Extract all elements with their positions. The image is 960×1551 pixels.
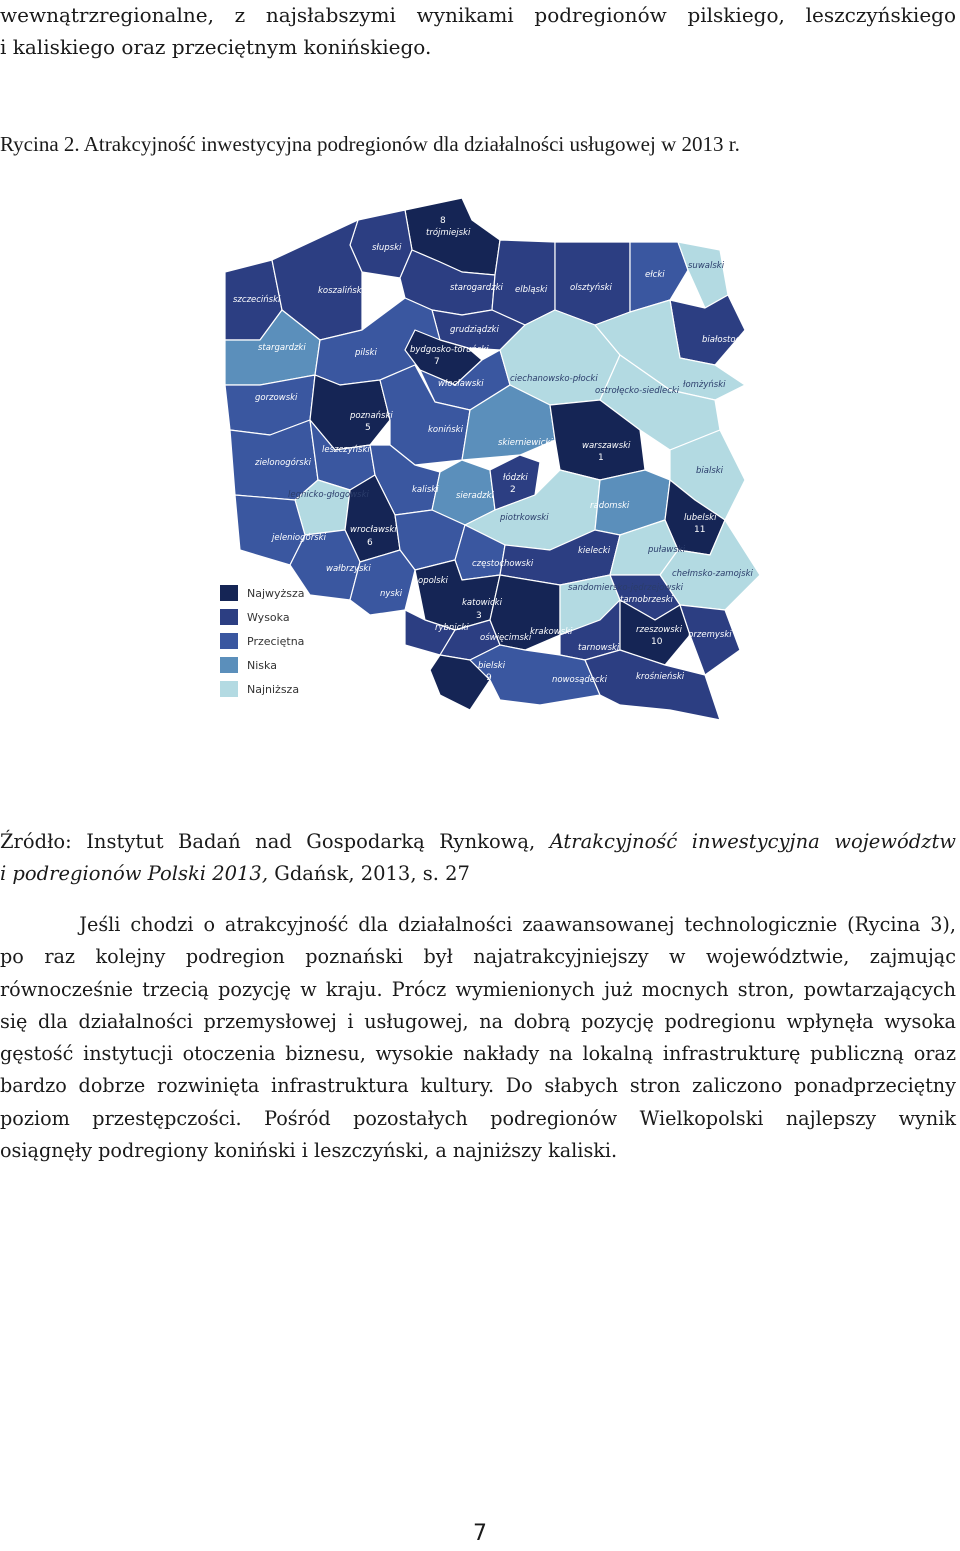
number-lubelski: 11 (694, 525, 706, 535)
number-bydgosko-torunski: 7 (434, 357, 440, 367)
label-ciechanowsko-plocki: ciechanowsko-płocki (510, 374, 598, 384)
label-starogardzki: starogardzki (450, 283, 503, 293)
number-lodzki: 2 (510, 485, 516, 495)
source-prefix: Źródło: Instytut Badań nad Gospodarką Rynkową, (0, 830, 550, 853)
label-legnicko-glogowski: legnicko-głogowski (288, 490, 369, 500)
number-bielski: 9 (486, 673, 492, 683)
label-bielski: bielski (478, 661, 506, 671)
body-line-6: bardzo dobrze rozwinięta infrastruktura kultury. Do słabych stron zaliczono ponadprzeciętny (0, 1074, 956, 1098)
label-oswiecimski: oświęcimski (480, 633, 532, 643)
label-olsztynski: olsztyński (570, 283, 612, 293)
intro-paragraph (0, 0, 956, 63)
number-poznanski: 5 (365, 423, 371, 433)
label-piotrkowski: piotrkowski (500, 513, 549, 523)
label-sandomiersko-jedrzejowski: sandomiersko-jędrzejowski (568, 583, 684, 593)
label-slupski: słupski (372, 243, 402, 253)
label-lomzynski: łomżyński (683, 380, 726, 390)
label-rzeszowski: rzeszowski (636, 625, 682, 635)
label-pulawski: puławski (648, 545, 686, 555)
label-elblaski: elbląski (515, 285, 548, 295)
legend-swatch-najnizsza (220, 681, 238, 697)
label-radomski: radomski (590, 501, 630, 511)
label-wloclawski: włocławski (438, 379, 484, 389)
label-gorzowski: gorzowski (255, 393, 298, 403)
figure-source (0, 826, 956, 889)
label-rybnicki: rybnicki (435, 623, 469, 633)
label-koszalinski: koszaliński (318, 286, 365, 296)
label-kielecki: kielecki (578, 546, 611, 556)
label-lubelski: lubelski (684, 513, 717, 523)
label-sieradzki: sieradzki (456, 491, 494, 501)
label-szczecinski: szczeciński (233, 295, 281, 305)
body-line-7: poziom przestępczości. Pośród pozostałych podregionów Wielkopolski najlepszy wynik (0, 1106, 956, 1130)
label-ostrolecko-siedlecki: ostrołęcko-siedlecki (595, 386, 680, 396)
label-kaliski: kaliski (412, 485, 439, 495)
label-trojmiejski: trójmiejski (426, 228, 471, 238)
label-poznanski: poznański (350, 411, 393, 421)
region-przemyski (680, 605, 740, 675)
intro-line-2: i kaliskiego oraz przeciętnym konińskiego. (0, 34, 432, 59)
label-pilski: pilski (355, 348, 377, 358)
source-line-2 (0, 858, 956, 890)
body-line-1: Jeśli chodzi o atrakcyjność dla działalności zaawansowanej technologicznie (Rycina 3), (0, 913, 956, 936)
label-krosnienski: krośnieński (636, 672, 685, 682)
label-nyski: nyski (380, 589, 403, 599)
legend-swatch-najwyzsza (220, 585, 238, 601)
body-line-5: gęstość instytucji otoczenia biznesu, wysokie nakłady na lokalną infrastrukturę publiczną oraz (0, 1042, 956, 1066)
map-svg (200, 190, 780, 730)
label-nowosadecki: nowosądecki (552, 675, 607, 685)
number-rzeszowski: 10 (651, 637, 663, 647)
label-bialostocki: białostocki (702, 335, 748, 345)
legend-swatch-niska (220, 657, 238, 673)
page-number: 7 (473, 1521, 487, 1546)
map-legend (220, 585, 305, 697)
label-tarnowski: tarnowski (578, 643, 620, 653)
body-line-2: po raz kolejny podregion poznański był najatrakcyjniejszy w województwie, zajmując (0, 945, 956, 969)
body-paragraph (0, 909, 956, 1167)
body-line-8: osiągnęły podregiony koniński i leszczyński, a najniższy kaliski. (0, 1139, 618, 1163)
label-walbrzyski: wałbrzyski (326, 564, 371, 574)
label-jeleniogorski: jeleniogórski (272, 533, 326, 543)
label-wroclawski: wrocławski (350, 525, 397, 535)
legend-label-najwyzsza: Najwyższa (247, 587, 305, 600)
region-jeleniogorski (235, 495, 305, 565)
legend-label-niska: Niska (247, 659, 277, 672)
legend-label-przecietna: Przeciętna (247, 635, 305, 648)
label-tarnobrzeski: tarnobrzeski (620, 595, 673, 605)
body-line-3: równocześnie trzecią pozycję w kraju. Prócz wymienionych już mocnych stron, powtarzających (0, 977, 956, 1001)
label-opolski: opolski (418, 576, 448, 586)
number-trojmiejski: 8 (440, 216, 446, 226)
label-stargardzki: stargardzki (258, 343, 306, 353)
legend-label-wysoka: Wysoka (247, 611, 290, 624)
label-zielonogorski: zielonogórski (255, 458, 312, 468)
legend-label-najnizsza: Najniższa (247, 683, 300, 696)
label-krakowski: krakowski (530, 627, 573, 637)
figure-caption: Rycina 2. Atrakcyjność inwestycyjna podregionów dla działalności usługowej w 2013 r. (0, 132, 740, 156)
label-bydgosko-torunski: bydgosko-toruński (410, 345, 489, 355)
label-bialski: bialski (696, 466, 724, 476)
label-suwalski: suwalski (688, 261, 725, 271)
label-elcki: ełcki (645, 270, 665, 280)
source-title-part-1: Atrakcyjność inwestycyjna województw (549, 830, 956, 853)
label-przemyski: przemyski (688, 630, 732, 640)
poland-subregions-map (200, 190, 780, 730)
number-katowicki: 3 (476, 611, 482, 621)
label-skierniewicki: skierniewicki (498, 438, 553, 448)
label-katowicki: katowicki (462, 598, 502, 608)
label-warszawski: warszawski (582, 441, 631, 451)
label-leszczynski: leszczyński (322, 445, 370, 455)
body-line-4: się dla działalności przemysłowej i usługowej, na dobrą pozycję podregionu wpłynęła wysoka (0, 1009, 956, 1033)
label-czestochowski: częstochowski (472, 559, 534, 569)
source-suffix: Gdańsk, 2013, s. 27 (268, 861, 470, 885)
label-lodzki: łódzki (503, 473, 528, 483)
label-chelmsko-zamojski: chełmsko-zamojski (672, 569, 753, 579)
number-warszawski: 1 (598, 453, 604, 463)
source-line-1 (0, 826, 956, 858)
number-krakowski: 4 (545, 639, 551, 649)
label-koninski: koniński (428, 425, 463, 435)
source-title-part-2: i podregionów Polski 2013, (0, 861, 269, 885)
number-wroclawski: 6 (367, 538, 373, 548)
intro-line-1: wewnątrzregionalne, z najsłabszymi wynikami podregionów pilskiego, leszczyńskiego (0, 3, 956, 27)
legend-swatch-wysoka (220, 609, 238, 625)
label-grudziadzki: grudziądzki (450, 325, 499, 335)
legend-swatch-przecietna (220, 633, 238, 649)
